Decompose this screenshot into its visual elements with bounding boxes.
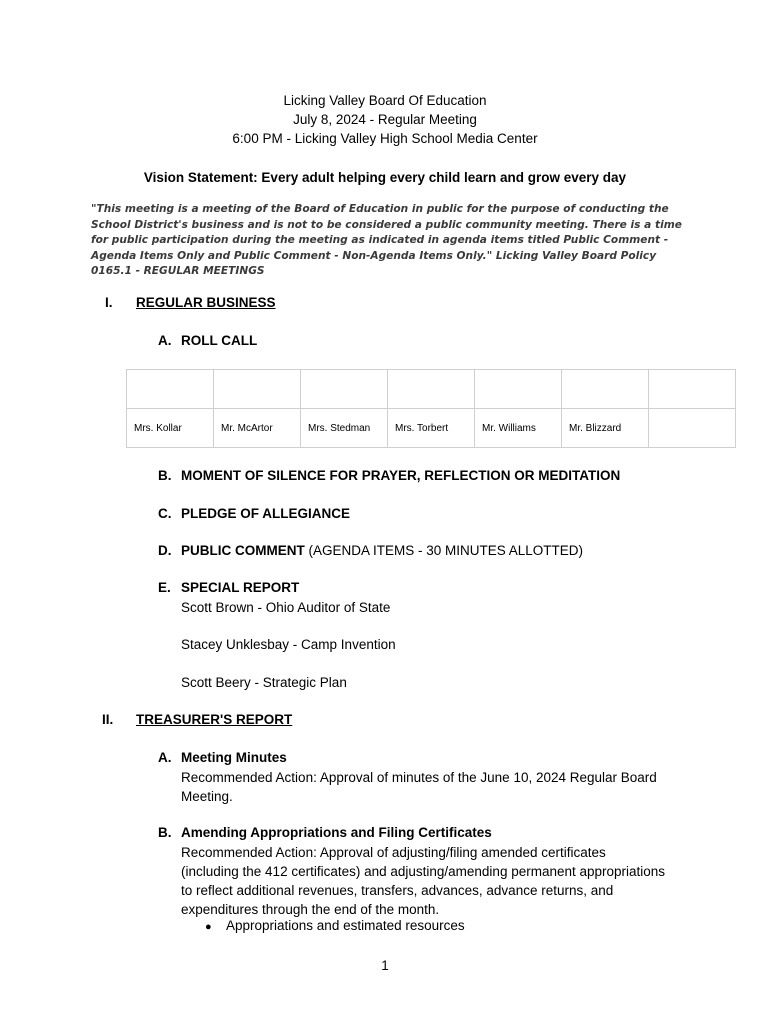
item-2b-letter: B. <box>158 825 172 840</box>
appropriations-bullet: Appropriations and estimated resources <box>226 918 465 933</box>
header-board-name: Licking Valley Board Of Education <box>283 93 487 108</box>
bullet-icon: ● <box>205 921 212 933</box>
section-2-title: TREASURER'S REPORT <box>136 712 293 727</box>
special-report-item: Scott Brown - Ohio Auditor of State <box>181 600 391 615</box>
roll-call-member <box>649 409 736 448</box>
roll-call-table <box>126 369 736 448</box>
item-a-letter: A. <box>158 333 172 348</box>
meeting-minutes-text: Meeting. <box>181 789 233 804</box>
item-c-letter: C. <box>158 506 172 521</box>
item-2a-letter: A. <box>158 750 172 765</box>
public-comment-line <box>181 543 583 558</box>
roll-call-mark-cell[interactable] <box>388 370 475 409</box>
special-report-title: SPECIAL REPORT <box>181 580 300 595</box>
public-comment-suffix: (AGENDA ITEMS - 30 MINUTES ALLOTTED) <box>304 543 584 558</box>
vision-statement: Vision Statement: Every adult helping every child learn and grow every day <box>143 170 627 185</box>
item-d-letter: D. <box>158 543 172 558</box>
amending-appropriations-text: to reflect additional revenues, transfers, advances, advance returns, and <box>181 883 614 898</box>
section-1-number: I. <box>105 295 113 310</box>
public-comment-title: PUBLIC COMMENT <box>181 543 305 558</box>
section-1-title: REGULAR BUSINESS <box>136 295 276 310</box>
roll-call-member: Mrs. Stedman <box>301 409 388 448</box>
amending-appropriations-text: expenditures through the end of the month. <box>181 902 440 917</box>
roll-call-member: Mrs. Torbert <box>388 409 475 448</box>
special-report-item: Scott Beery - Strategic Plan <box>181 675 347 690</box>
header-meeting-date: July 8, 2024 - Regular Meeting <box>293 112 477 127</box>
roll-call-mark-cell[interactable] <box>127 370 214 409</box>
policy-quote: "This meeting is a meeting of the Board of Education in public for the purpose of conducting the School District's business and is not to be considered a public community meeting. There is a time for public participation during the meeting as indicated in agenda items titled Public Comment - Agenda Items Only and Public Comment - Non-Agenda Items Only." Licking Valley Board Policy 0165.1 - REGULAR MEETINGS <box>91 203 682 278</box>
amending-appropriations-text: (including the 412 certificates) and adjusting/amending permanent appropriations <box>181 864 666 879</box>
roll-call-mark-cell[interactable] <box>301 370 388 409</box>
amending-appropriations-text: Recommended Action: Approval of adjusting/filing amended certificates <box>181 845 606 860</box>
meeting-minutes-title: Meeting Minutes <box>181 750 287 765</box>
section-2-number: II. <box>102 712 114 727</box>
pledge-title: PLEDGE OF ALLEGIANCE <box>181 506 351 521</box>
roll-call-mark-cell[interactable] <box>475 370 562 409</box>
roll-call-member: Mr. Williams <box>475 409 562 448</box>
roll-call-mark-cell[interactable] <box>649 370 736 409</box>
roll-call-mark-cell[interactable] <box>214 370 301 409</box>
header-meeting-location: 6:00 PM - Licking Valley High School Media Center <box>232 131 538 146</box>
roll-call-member: Mr. McArtor <box>214 409 301 448</box>
item-b-letter: B. <box>158 468 172 483</box>
meeting-minutes-text: Recommended Action: Approval of minutes of the June 10, 2024 Regular Board <box>181 770 657 785</box>
moment-of-silence-title: MOMENT OF SILENCE FOR PRAYER, REFLECTION OR MEDITATION <box>181 468 621 483</box>
page-number: 1 <box>381 958 389 973</box>
amending-appropriations-title: Amending Appropriations and Filing Certificates <box>181 825 492 840</box>
roll-call-title: ROLL CALL <box>181 333 258 348</box>
roll-call-member: Mr. Blizzard <box>562 409 649 448</box>
roll-call-mark-cell[interactable] <box>562 370 649 409</box>
special-report-item: Stacey Unklesbay - Camp Invention <box>181 637 396 652</box>
roll-call-member: Mrs. Kollar <box>127 409 214 448</box>
item-e-letter: E. <box>158 580 171 595</box>
